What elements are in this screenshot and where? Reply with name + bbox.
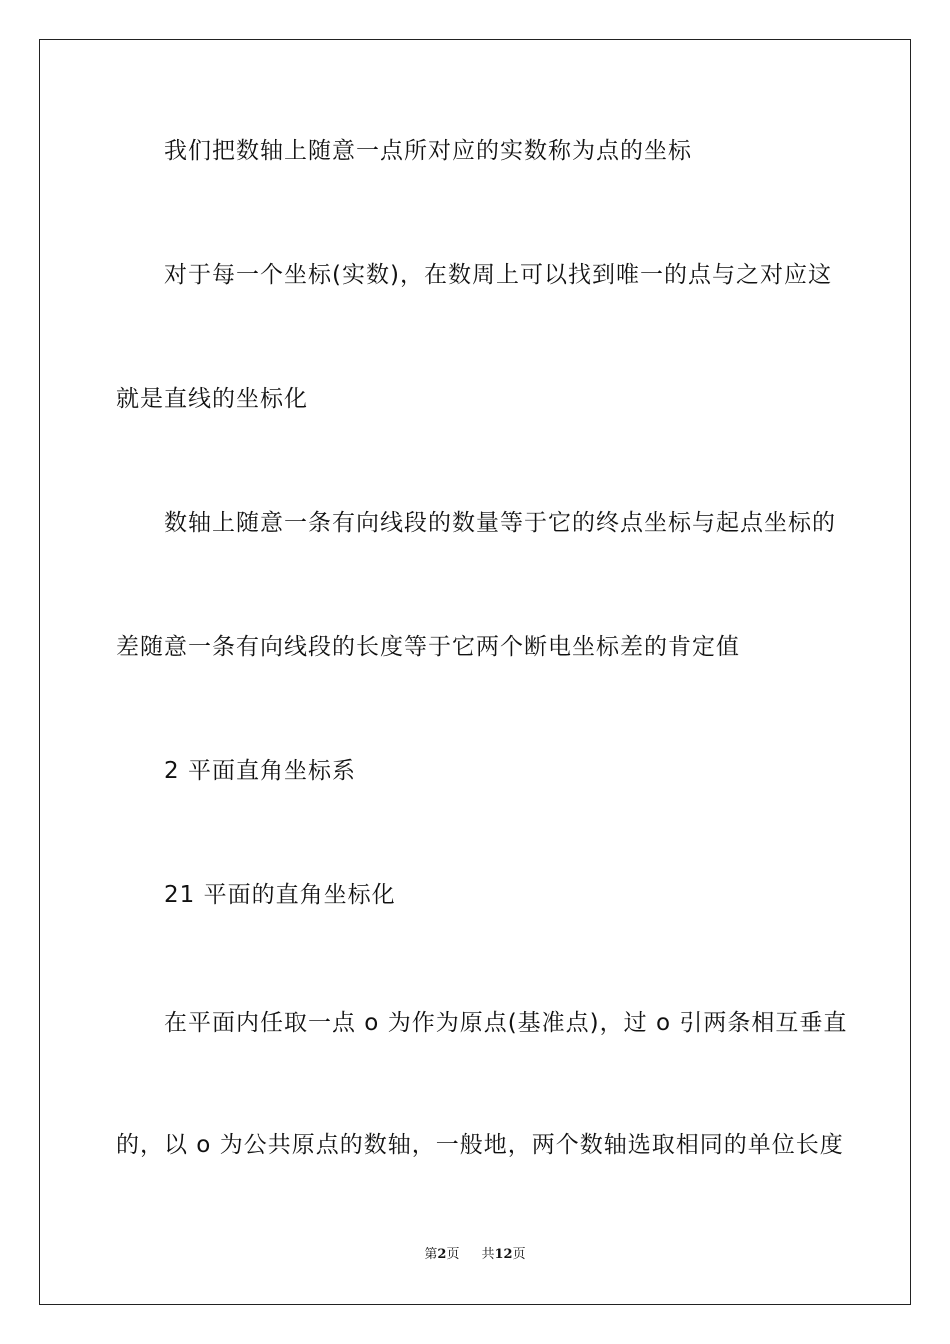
footer-total-prefix: 共 bbox=[481, 1247, 495, 1262]
page-border bbox=[39, 39, 911, 1305]
footer-total-suffix: 页 bbox=[512, 1247, 526, 1262]
paragraph-2-line-2: 就是直线的坐标化 bbox=[116, 386, 308, 412]
page-footer bbox=[0, 1246, 950, 1264]
paragraph-4-line-1: 在平面内任取一点 o 为作为原点(基准点)，过 o 引两条相互垂直 bbox=[164, 1010, 848, 1036]
footer-page-number: 2 bbox=[437, 1247, 447, 1262]
section-heading-2: 2 平面直角坐标系 bbox=[164, 758, 356, 784]
subsection-heading-2-1: 21 平面的直角坐标化 bbox=[164, 882, 396, 908]
paragraph-4-line-2: 的，以 o 为公共原点的数轴，一般地，两个数轴选取相同的单位长度 bbox=[116, 1132, 844, 1158]
footer-page-suffix: 页 bbox=[446, 1247, 460, 1262]
footer-page-prefix: 第 bbox=[424, 1247, 438, 1262]
paragraph-3-line-2: 差随意一条有向线段的长度等于它两个断电坐标差的肯定值 bbox=[116, 634, 740, 660]
paragraph-3-line-1: 数轴上随意一条有向线段的数量等于它的终点坐标与起点坐标的 bbox=[164, 510, 836, 536]
paragraph-2-line-1: 对于每一个坐标(实数)，在数周上可以找到唯一的点与之对应这 bbox=[164, 262, 832, 288]
footer-total-pages: 12 bbox=[494, 1247, 513, 1262]
paragraph-1: 我们把数轴上随意一点所对应的实数称为点的坐标 bbox=[164, 138, 692, 164]
